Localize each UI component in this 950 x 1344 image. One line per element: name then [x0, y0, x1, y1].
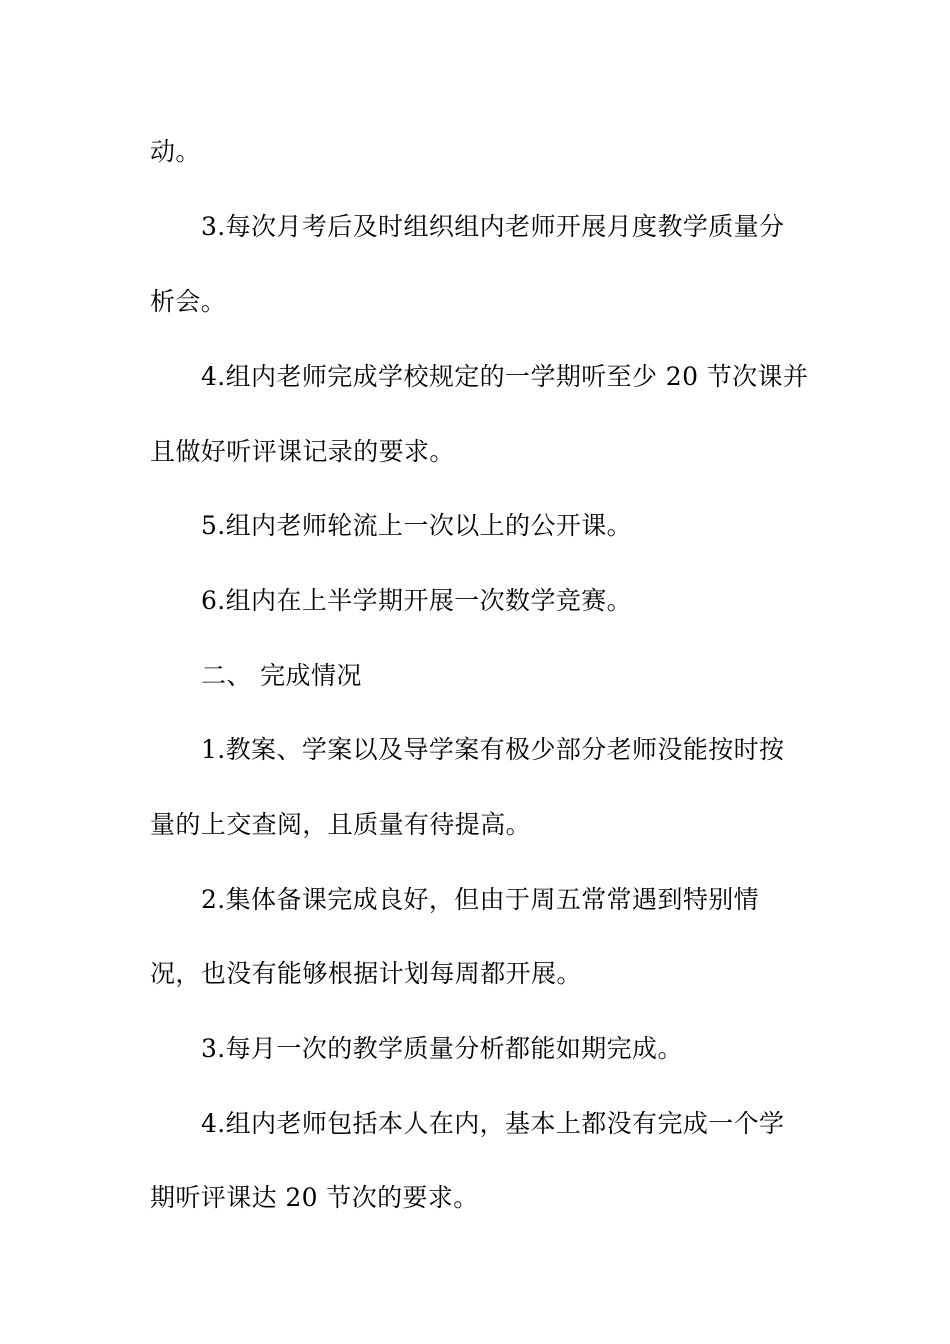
- result-item-1-line-1: 1.教案、学案以及导学案有极少部分老师没能按时按: [201, 735, 785, 764]
- plan-item-4-line-1: 4.组内老师完成学校规定的一学期听至少 20 节次课并: [201, 362, 809, 391]
- plan-item-4-line-2: 且做好听评课记录的要求。: [150, 437, 455, 466]
- plan-item-5-line: 5.组内老师轮流上一次以上的公开课。: [201, 511, 633, 540]
- paragraph-continuation-line: 动。: [150, 137, 201, 166]
- result-item-3-line: 3.每月一次的教学质量分析都能如期完成。: [201, 1034, 683, 1063]
- plan-item-3-line-2: 析会。: [150, 287, 227, 316]
- section-heading: 二、 完成情况: [201, 661, 362, 690]
- plan-item-6-line: 6.组内在上半学期开展一次数学竞赛。: [201, 586, 633, 615]
- result-item-4-line-2: 期听评课达 20 节次的要求。: [150, 1183, 479, 1212]
- plan-item-3-line-1: 3.每次月考后及时组织组内老师开展月度教学质量分: [201, 212, 785, 241]
- result-item-4-line-1: 4.组内老师包括本人在内，基本上都没有完成一个学: [201, 1109, 785, 1138]
- result-item-1-line-2: 量的上交查阅，且质量有待提高。: [150, 810, 532, 839]
- result-item-2-line-2: 况，也没有能够根据计划每周都开展。: [150, 959, 582, 988]
- result-item-2-line-1: 2.集体备课完成良好，但由于周五常常遇到特别情: [201, 885, 760, 914]
